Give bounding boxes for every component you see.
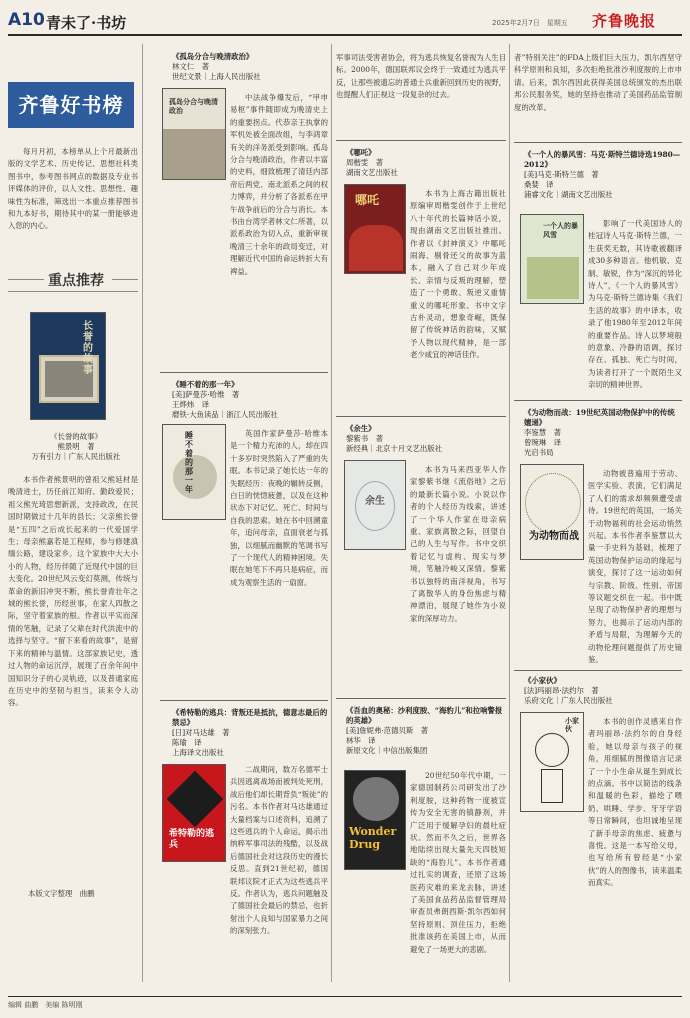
book-review-continued: 者”特别关注”的FDA上级们巨大压力，凯尔西坚守科学原则和良知，多次拒绝批准沙利度胺的上市申请。后来，凯尔西因此获得美国总统颁发的杰出联邦公民服务奖，她的坚持也推动了美国药品监管制度的改革。	[514, 53, 682, 112]
featured-heading-text: 重点推荐	[48, 273, 104, 289]
section-divider	[336, 416, 506, 417]
book-cover	[520, 464, 584, 560]
editor-credit: 本版文字整理 曲鹏	[28, 889, 95, 898]
book-cover	[520, 214, 584, 304]
column-rule	[331, 44, 332, 982]
book-author: 林文仁 著	[172, 62, 209, 71]
book-title: 《吾血的奥秘：沙利度胺、“海豹儿”和拉响警报的英雄》	[346, 706, 503, 725]
book-review: 20世纪50年代中期，一家德国制药公司研发出了沙利度胺，这种药物一度被宣传为安全无害的镇静剂，并广泛用于缓解孕妇的晨吐症状。然而不久之后，世界各地陆续出现大量先天四肢短缺的“海豹儿”。本书作者通过扎实的调查，还原了这场医药灾难的来龙去脉，讲述了美国食品药品监督管理局审查员弗朗西斯·凯尔西如何坚持原则、顶住压力，拒绝批准该药在美国上市，从而避免了一场更大的悲剧。	[410, 771, 506, 954]
book-publisher: 光启书局	[524, 448, 554, 457]
column-rule	[509, 44, 510, 982]
cover-title: Wonder Drug	[349, 825, 397, 851]
book-author: [美]马克·斯特兰德 著	[524, 170, 599, 179]
section-divider	[160, 372, 328, 373]
book-translator: 桑婪 译	[524, 180, 554, 189]
book-review: 二战期间，数万名德军士兵因逃离战场而被判处死刑，战后他们却长期背负“叛徒”的污名。本书作者对马达雄通过大量档案与口述资料，追溯了这些逃兵的个人命运，揭示出纳粹军事司法的残酷，以及战后德国社会对这段历史的漫长反思。直到21世纪初，德国联邦议院才正式为这些逃兵平反。作者认为，逃兵问题触及了德国社会最后的禁忌，也折射出个人良知与国家暴力之间的深刻张力。	[230, 765, 328, 936]
book-publisher: 新原文化｜中信出版集团	[346, 746, 428, 755]
section-divider	[336, 698, 506, 699]
book-title: 《哪吒》	[346, 148, 376, 157]
cover-title: 哪吒	[355, 193, 380, 207]
book-review: 本书的创作灵感来自作者玛丽昂·法约尔的自身经验，她以母亲与孩子的视角，用细腻的图像语言记录了一个小生命从诞生到成长的点滴。书中以简洁的线条和温暖的色彩，描绘了喂奶、哄睡、学步、牙牙学语等日常瞬间，也坦诚地呈现了新手母亲的焦虑、疲惫与喜悦。这是一本写给父母，也写给所有曾经是“小家伙”的人的图像书，读来温柔而真实。	[588, 717, 682, 888]
book-cover	[520, 712, 584, 812]
book-cover	[162, 764, 226, 862]
book-translator: 林华 译	[346, 736, 376, 745]
book-review: 中法战争爆发后，“甲申易枢”事件随即成为晚清史上的重要拐点。代恭亲王执掌的军机处被全面改组，与李鸿章有关的洋务派受到影响。孤岛分合与晚清政治，作者以丰富的史料，细致梳理了清廷内部帝后两党、南北派系之间的权力博弈，并分析了各派系在甲午战争前后的分合与消长。本书由台湾学者林文仁所著，以派系政治为切入点，重新审视晚清三十余年的政局变迁，对理解近代中国的命运转折大有裨益。	[230, 93, 328, 276]
cover-title: 余生	[365, 496, 385, 507]
book-publisher: 磨铁·大鱼读品｜浙江人民出版社	[172, 410, 278, 419]
featured-review: 本书作者熊景明的曾祖父熊延材是晚清进士，历任前江知府、勤政爱民；祖父熊光琦思想新派，支持政改，在民国时期做过十几年的县长；父亲熊长誉是“五四”之后成长起来的一代爱国学生；母亲熊嘉若是工程师，参与修建滇缅公路，建设家乡。这个家族中大大小小的人物，经历伴随了近现代中国的巨大变化。20世纪风云变幻莫测，传统与革命的新旧冲突不断，熊长誉青壮年之城的熊长誉，历经世事，在家人四散之际，坚守着家族的根。作者以平实而深情的笔触，记录了父辈在时代洪流中的选择与坚守。“留下来看的故事”，是留下来的精神与温情。这部家族记史，透过人物的命运沉浮，展现了百余年间中国知识分子的心灵轨迹，以及普通家庭在历史中的坚韧与担当，读来令人动容。	[8, 475, 138, 708]
book-info	[172, 380, 328, 420]
column-rule	[142, 44, 143, 982]
book-title: 《一个人的暴风雪：马克·斯特兰德诗选1980—2012》	[524, 150, 681, 169]
book-info	[524, 150, 682, 200]
book-info	[346, 148, 506, 178]
book-title: 《睡不着的那一年》	[172, 380, 239, 389]
book-review: 本书为马来西亚华人作家黎紫书继《流俗地》之后的最新长篇小说。小说以作者的个人经历为线索，讲述了一个华人作家在母亲病重、家族离散之际，回望自己的人生与写作。书中交织着记忆与虚构、现实与梦境，笔触冷峻又深情。黎紫书以独特的南洋视角，书写了离散华人的身份焦虑与精神漂泊，展现了她作为小说家的深厚功力。	[410, 465, 506, 623]
book-author: [美]詹妮弗·范德贝斯 著	[346, 726, 429, 735]
book-review: 英国作家萨曼莎·哈维本是一个精力充沛的人，却在四十多岁时突然陷入了严重的失眠。本书记录了她长达一年的失眠经历：夜晚的辗转反侧，白日的恍惚疲惫，以及在这种状态下对记忆、死亡、时间与自我的思索。她在书中回溯童年，追问母亲，直面衰老与孤独，以细腻而幽默的笔调书写了一个现代人的精神困境。失眠在她笔下不再只是病症，而成为观察生活的一扇窗。	[230, 429, 328, 587]
book-cover	[344, 184, 406, 274]
book-info	[172, 708, 328, 758]
list-banner: 齐鲁好书榜	[8, 82, 134, 128]
cover-title: 小家伙	[565, 716, 579, 733]
book-info	[172, 52, 328, 82]
book-translator: 陈瑜 译	[172, 738, 202, 747]
section-divider	[514, 670, 682, 671]
book-title: 《希特勒的逃兵：背叛还是抵抗，德意志最后的禁忌》	[172, 708, 328, 727]
cover-title: 孤岛分合与晚清政治	[169, 97, 218, 115]
book-publisher: 湖南文艺出版社	[346, 168, 398, 177]
book-author: 周楷雯 著	[346, 158, 383, 167]
book-author: 黎紫书 著	[346, 434, 383, 443]
book-info	[346, 424, 506, 454]
section-divider	[514, 400, 682, 401]
section-title: 青未了·书坊	[46, 14, 127, 32]
book-review: 影响了一代美国诗人的桂冠诗人马克·斯特兰德，一生获奖无数，其诗歌被翻译成30多种语言。他机敏、克制、敏锐，作为“深沉的异化诗人”，《一个人的暴风雪》为马克·斯特兰德诗集《我们生活的故事》的中译本，收录了他1980年至2012年间的重要作品。诗人以梦境般的意象、冷静的语调，探讨存在、孤独、死亡与时间，为读者打开了一个既陌生又亲切的精神世界。	[588, 219, 682, 390]
section-divider	[514, 142, 682, 143]
book-publisher: 世纪文景｜上海人民出版社	[172, 72, 261, 81]
cover-title: 睡不着的那一年	[185, 430, 193, 494]
book-author: [法]玛丽昂·法约尔 著	[524, 686, 599, 695]
book-author: 熊景明 著	[57, 442, 95, 451]
book-translator: 曾琬琳 译	[524, 438, 561, 447]
page-header	[8, 8, 682, 36]
book-review: 本书为上海古籍出版社原编审周楷雯创作于上世纪八十年代的长篇神话小说，现由湖南文艺出版社推出。作者以《封神演义》中哪吒闹海、剔骨还父的故事为蓝本，融入了自己对少年成长、亲情与反叛的理解，塑造了一个勇敢、叛逆又重情重义的哪吒形象。书中文字古朴灵动，想象奇崛，既保留了传统神话的韵味，又赋予人物以现代精神，是一部老少咸宜的神话佳作。	[410, 189, 506, 360]
book-info	[524, 408, 682, 458]
book-info	[524, 676, 682, 706]
page-footer: 编辑 曲鹏 美编 陈明刚	[8, 996, 682, 1010]
book-author: 李鉴慧 著	[524, 428, 561, 437]
book-title: 《长誉的故事》	[50, 432, 102, 441]
book-publisher: 万有引力｜广东人民出版社	[31, 452, 121, 461]
book-title: 《为动物而战：19世纪英国动物保护中的传统嬗递》	[524, 408, 675, 427]
book-cover	[30, 312, 106, 420]
book-cover	[344, 770, 406, 870]
book-cover	[344, 460, 406, 550]
cover-title: 为动物而战	[529, 531, 579, 542]
book-translator: 王烨炜 译	[172, 400, 209, 409]
book-title: 《小家伙》	[524, 676, 561, 685]
book-publisher: 上海译文出版社	[172, 748, 224, 757]
book-cover	[162, 88, 226, 180]
issue-date: 2025年2月7日 星期五	[492, 19, 568, 27]
newspaper-logo: 齐鲁晚报	[592, 12, 657, 30]
book-review-continued: 军事司法受害者协会，将为逃兵恢复名誉视为人生目标。2000年，德国联邦议会终于一致通过为逃兵平反，让那些被遗忘的普通士兵重新回到历史的视野，也提醒人们正视这一段复杂的过去。	[336, 53, 506, 100]
book-publisher: 乐府文化｜广东人民出版社	[524, 696, 613, 705]
book-publisher: 新经典｜北京十月文艺出版社	[346, 444, 443, 453]
section-divider	[160, 700, 328, 701]
cover-title: 希特勒的逃兵	[169, 829, 215, 850]
page-number: A10	[8, 10, 45, 30]
section-divider	[336, 140, 506, 141]
book-cover	[162, 424, 226, 520]
cover-title: 一个人的暴风雪	[543, 221, 578, 239]
book-author: [日]对马达雄 著	[172, 728, 230, 737]
cover-title: 长誉的故事	[83, 321, 93, 376]
book-publisher: 浦睿文化｜湖南文艺出版社	[524, 190, 613, 199]
book-title: 《余生》	[346, 424, 376, 433]
book-review: 动物被普遍用于劳动、医学实验、表演，它们满足了人们的需求却频频遭受虐待。19世纪的英国，一场关于动物福利的社会运动悄然兴起。本书作者李鉴慧以大量一手史料为基础，梳理了英国动物保护运动的缘起与演变，探讨了这一运动如何与宗教、阶级、性别、帝国等议题交织在一起。书中既呈现了动物保护者的理想与努力，也揭示了运动内部的矛盾与局限，为理解今天的动物伦理问题提供了历史镜鉴。	[588, 469, 682, 664]
book-author: [美]萨曼莎·哈维 著	[172, 390, 240, 399]
book-info	[346, 706, 506, 756]
featured-heading	[8, 268, 138, 292]
book-title: 《孤岛分合与晚清政治》	[172, 52, 254, 61]
featured-book-info	[14, 432, 138, 462]
list-intro: 每月月初，本榜单从上个月最新出版的文学艺术、历史传记、思想社科类图书中，参考图书网点的数据及专业书评媒体的评价，以人文性、思想性、趣味性为标准，筛选出一本重点推荐图书和九本好书，期待其中的某一册能够进入您的内心。	[8, 147, 138, 231]
